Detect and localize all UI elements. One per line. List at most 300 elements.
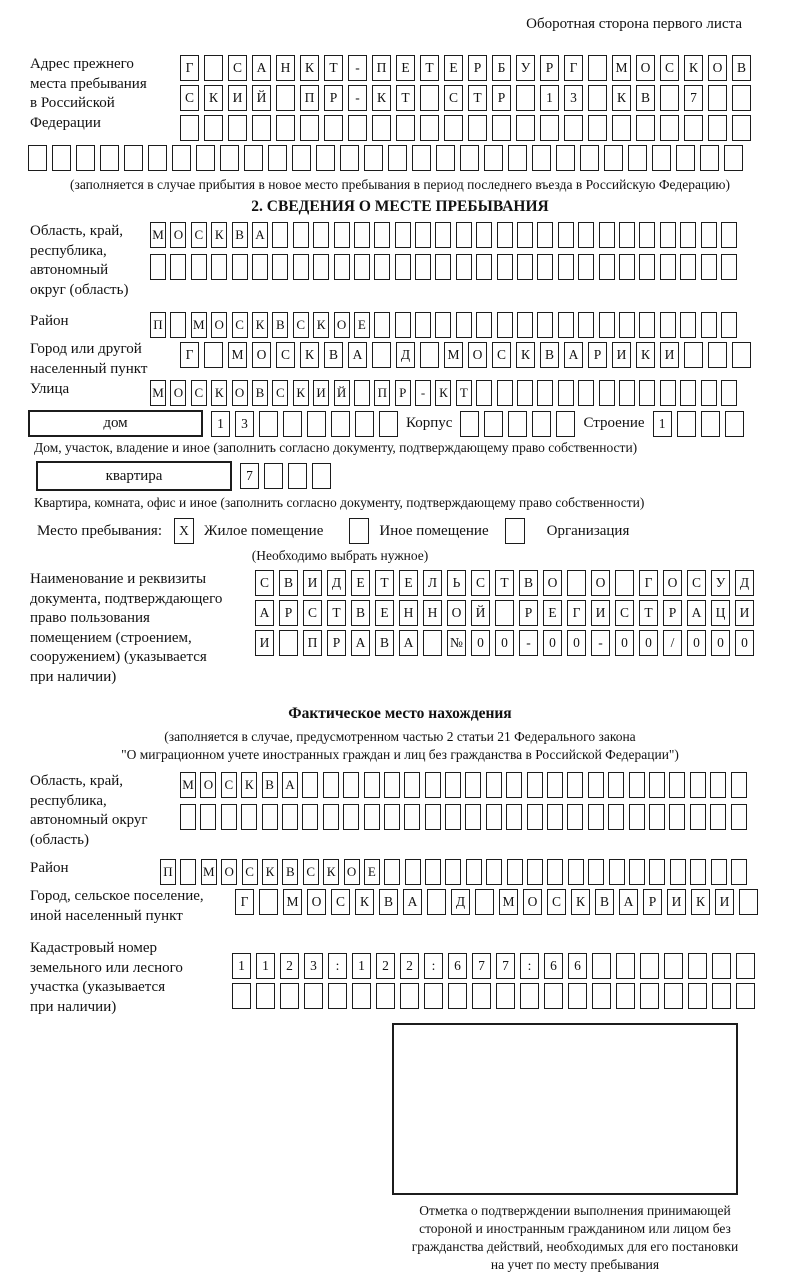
char-box[interactable] (486, 859, 502, 885)
char-box[interactable] (690, 859, 706, 885)
char-box[interactable] (364, 804, 380, 830)
char-box[interactable]: Н (276, 55, 295, 81)
char-box[interactable] (244, 145, 263, 171)
char-box[interactable]: 2 (280, 953, 299, 979)
char-box[interactable] (476, 254, 492, 280)
char-box[interactable] (517, 380, 533, 406)
char-box[interactable] (628, 145, 647, 171)
char-box[interactable] (636, 115, 655, 141)
char-box[interactable] (264, 463, 283, 489)
char-box[interactable]: - (519, 630, 538, 656)
char-box[interactable]: П (303, 630, 322, 656)
char-box[interactable] (180, 859, 196, 885)
char-box[interactable]: К (313, 312, 329, 338)
char-box[interactable]: Г (564, 55, 583, 81)
char-box[interactable]: Д (396, 342, 415, 368)
char-box[interactable] (604, 145, 623, 171)
char-box[interactable] (527, 804, 543, 830)
char-box[interactable] (721, 254, 737, 280)
char-box[interactable] (280, 983, 299, 1009)
char-box[interactable] (343, 804, 359, 830)
char-box[interactable] (680, 312, 696, 338)
char-box[interactable] (640, 953, 659, 979)
char-box[interactable] (690, 772, 706, 798)
char-box[interactable]: О (307, 889, 326, 915)
char-box[interactable] (608, 804, 624, 830)
char-box[interactable] (558, 222, 574, 248)
char-box[interactable] (639, 222, 655, 248)
char-box[interactable] (288, 463, 307, 489)
char-box[interactable]: О (211, 312, 227, 338)
char-box[interactable] (578, 254, 594, 280)
char-box[interactable] (228, 115, 247, 141)
char-box[interactable] (304, 983, 323, 1009)
char-box[interactable] (568, 859, 584, 885)
char-box[interactable] (608, 772, 624, 798)
char-box[interactable] (100, 145, 119, 171)
char-box[interactable]: С (191, 380, 207, 406)
char-box[interactable] (379, 411, 398, 437)
city-row[interactable] (180, 342, 756, 368)
char-box[interactable]: К (300, 342, 319, 368)
char-box[interactable]: Ц (711, 600, 730, 626)
char-box[interactable] (476, 312, 492, 338)
char-box[interactable] (148, 145, 167, 171)
char-box[interactable] (279, 630, 298, 656)
char-box[interactable] (374, 254, 390, 280)
char-box[interactable]: М (150, 380, 166, 406)
fact-city-row[interactable] (235, 889, 763, 915)
char-box[interactable] (170, 312, 186, 338)
char-box[interactable] (599, 312, 615, 338)
char-box[interactable]: В (252, 380, 268, 406)
char-box[interactable] (495, 600, 514, 626)
char-box[interactable] (256, 983, 275, 1009)
char-box[interactable] (204, 342, 223, 368)
char-box[interactable]: О (543, 570, 562, 596)
char-box[interactable] (670, 859, 686, 885)
char-box[interactable] (619, 254, 635, 280)
char-box[interactable]: 1 (211, 411, 230, 437)
char-box[interactable] (388, 145, 407, 171)
char-box[interactable] (516, 115, 535, 141)
char-box[interactable]: И (715, 889, 734, 915)
char-box[interactable]: Н (399, 600, 418, 626)
char-box[interactable] (721, 222, 737, 248)
char-box[interactable] (588, 55, 607, 81)
char-box[interactable]: С (242, 859, 258, 885)
char-box[interactable] (708, 342, 727, 368)
char-box[interactable]: С (221, 772, 237, 798)
char-box[interactable] (355, 411, 374, 437)
char-box[interactable]: М (499, 889, 518, 915)
char-box[interactable]: Г (235, 889, 254, 915)
char-box[interactable] (507, 859, 523, 885)
char-box[interactable] (180, 804, 196, 830)
char-box[interactable] (592, 983, 611, 1009)
char-box[interactable] (334, 254, 350, 280)
char-box[interactable] (302, 772, 318, 798)
char-box[interactable] (724, 145, 743, 171)
char-box[interactable] (412, 145, 431, 171)
char-box[interactable]: В (282, 859, 298, 885)
char-box[interactable] (701, 411, 720, 437)
char-box[interactable] (313, 254, 329, 280)
char-box[interactable] (476, 222, 492, 248)
char-box[interactable]: № (447, 630, 466, 656)
char-box[interactable] (476, 380, 492, 406)
cadastre-row-2[interactable] (232, 983, 760, 1009)
char-box[interactable] (204, 55, 223, 81)
char-box[interactable]: 1 (352, 953, 371, 979)
char-box[interactable]: Е (543, 600, 562, 626)
char-box[interactable] (652, 145, 671, 171)
char-box[interactable]: О (334, 312, 350, 338)
char-box[interactable]: О (663, 570, 682, 596)
char-box[interactable] (180, 115, 199, 141)
char-box[interactable]: И (313, 380, 329, 406)
char-box[interactable] (196, 145, 215, 171)
char-box[interactable] (436, 145, 455, 171)
char-box[interactable] (52, 145, 71, 171)
char-box[interactable] (701, 254, 717, 280)
char-box[interactable] (588, 85, 607, 111)
char-box[interactable] (340, 145, 359, 171)
char-box[interactable]: И (735, 600, 754, 626)
char-box[interactable] (677, 411, 696, 437)
char-box[interactable] (124, 145, 143, 171)
char-box[interactable]: Й (471, 600, 490, 626)
char-box[interactable]: Р (395, 380, 411, 406)
char-box[interactable] (435, 222, 451, 248)
char-box[interactable] (599, 222, 615, 248)
char-box[interactable]: К (372, 85, 391, 111)
char-box[interactable]: 0 (567, 630, 586, 656)
char-box[interactable] (732, 85, 751, 111)
char-box[interactable] (323, 772, 339, 798)
char-box[interactable]: А (687, 600, 706, 626)
char-box[interactable] (615, 570, 634, 596)
char-box[interactable] (404, 804, 420, 830)
char-box[interactable] (506, 772, 522, 798)
char-box[interactable] (364, 772, 380, 798)
char-box[interactable] (537, 222, 553, 248)
char-box[interactable] (486, 804, 502, 830)
char-box[interactable] (680, 222, 696, 248)
char-box[interactable] (599, 254, 615, 280)
char-box[interactable]: 0 (471, 630, 490, 656)
char-box[interactable]: 1 (653, 411, 672, 437)
char-box[interactable] (424, 983, 443, 1009)
char-box[interactable] (721, 380, 737, 406)
char-box[interactable]: - (591, 630, 610, 656)
char-box[interactable] (445, 859, 461, 885)
char-box[interactable] (343, 772, 359, 798)
char-box[interactable]: В (279, 570, 298, 596)
char-box[interactable] (425, 804, 441, 830)
char-box[interactable]: Г (180, 55, 199, 81)
char-box[interactable] (276, 115, 295, 141)
char-box[interactable] (456, 254, 472, 280)
char-box[interactable] (680, 380, 696, 406)
char-box[interactable]: Д (451, 889, 470, 915)
char-box[interactable] (220, 145, 239, 171)
char-box[interactable] (200, 804, 216, 830)
char-box[interactable]: А (282, 772, 298, 798)
char-box[interactable] (191, 254, 207, 280)
apartment-number-cells[interactable] (240, 463, 336, 489)
char-box[interactable] (293, 254, 309, 280)
prev-address-row-2[interactable] (180, 85, 756, 111)
char-box[interactable] (354, 222, 370, 248)
char-box[interactable] (232, 983, 251, 1009)
char-box[interactable] (532, 145, 551, 171)
char-box[interactable]: / (663, 630, 682, 656)
char-box[interactable]: В (232, 222, 248, 248)
char-box[interactable] (708, 115, 727, 141)
cadastre-row-1[interactable] (232, 953, 760, 979)
char-box[interactable] (324, 115, 343, 141)
char-box[interactable]: С (180, 85, 199, 111)
char-box[interactable]: - (415, 380, 431, 406)
char-box[interactable] (558, 254, 574, 280)
char-box[interactable]: В (595, 889, 614, 915)
char-box[interactable]: А (351, 630, 370, 656)
char-box[interactable]: П (372, 55, 391, 81)
char-box[interactable]: 2 (400, 953, 419, 979)
char-box[interactable] (588, 804, 604, 830)
char-box[interactable] (688, 983, 707, 1009)
checkbox-residential[interactable]: X (174, 518, 194, 544)
char-box[interactable]: 0 (735, 630, 754, 656)
char-box[interactable]: А (619, 889, 638, 915)
char-box[interactable] (465, 772, 481, 798)
char-box[interactable] (348, 115, 367, 141)
char-box[interactable]: Т (468, 85, 487, 111)
char-box[interactable]: У (516, 55, 535, 81)
char-box[interactable]: Е (364, 859, 380, 885)
char-box[interactable]: Р (588, 342, 607, 368)
char-box[interactable] (506, 804, 522, 830)
char-box[interactable]: М (612, 55, 631, 81)
char-box[interactable]: О (170, 222, 186, 248)
char-box[interactable] (520, 983, 539, 1009)
char-box[interactable] (374, 222, 390, 248)
char-box[interactable] (664, 953, 683, 979)
char-box[interactable]: К (355, 889, 374, 915)
char-box[interactable] (547, 804, 563, 830)
char-box[interactable] (497, 254, 513, 280)
char-box[interactable] (328, 983, 347, 1009)
char-box[interactable]: О (468, 342, 487, 368)
char-box[interactable] (262, 804, 278, 830)
char-box[interactable]: К (684, 55, 703, 81)
char-box[interactable] (612, 115, 631, 141)
char-box[interactable] (384, 859, 400, 885)
char-box[interactable]: Й (334, 380, 350, 406)
char-box[interactable] (537, 380, 553, 406)
char-box[interactable]: Т (420, 55, 439, 81)
char-box[interactable]: : (328, 953, 347, 979)
char-box[interactable] (496, 983, 515, 1009)
char-box[interactable]: К (293, 380, 309, 406)
char-box[interactable] (259, 889, 278, 915)
char-box[interactable]: Д (735, 570, 754, 596)
char-box[interactable] (619, 222, 635, 248)
fact-region-row-2[interactable] (180, 804, 751, 830)
char-box[interactable] (170, 254, 186, 280)
char-box[interactable]: М (191, 312, 207, 338)
char-box[interactable]: 0 (711, 630, 730, 656)
char-box[interactable]: В (375, 630, 394, 656)
char-box[interactable] (292, 145, 311, 171)
structure-cells[interactable] (653, 411, 749, 437)
char-box[interactable]: Р (519, 600, 538, 626)
char-box[interactable]: С (255, 570, 274, 596)
char-box[interactable] (616, 953, 635, 979)
char-box[interactable]: П (374, 380, 390, 406)
char-box[interactable] (712, 953, 731, 979)
char-box[interactable] (660, 222, 676, 248)
char-box[interactable]: 0 (639, 630, 658, 656)
char-box[interactable]: Р (663, 600, 682, 626)
char-box[interactable]: О (200, 772, 216, 798)
char-box[interactable] (423, 630, 442, 656)
char-box[interactable] (384, 772, 400, 798)
char-box[interactable]: Б (492, 55, 511, 81)
char-box[interactable]: Е (354, 312, 370, 338)
checkbox-organization[interactable] (505, 518, 525, 544)
char-box[interactable]: О (221, 859, 237, 885)
char-box[interactable]: Р (643, 889, 662, 915)
char-box[interactable]: С (272, 380, 288, 406)
char-box[interactable] (629, 804, 645, 830)
char-box[interactable]: О (523, 889, 542, 915)
document-row-1[interactable] (255, 570, 759, 596)
char-box[interactable] (475, 889, 494, 915)
char-box[interactable] (396, 115, 415, 141)
char-box[interactable]: 7 (684, 85, 703, 111)
char-box[interactable] (556, 411, 575, 437)
char-box[interactable] (664, 983, 683, 1009)
char-box[interactable] (486, 772, 502, 798)
char-box[interactable]: Р (540, 55, 559, 81)
char-box[interactable]: П (150, 312, 166, 338)
char-box[interactable] (354, 254, 370, 280)
char-box[interactable]: 0 (543, 630, 562, 656)
char-box[interactable]: 7 (496, 953, 515, 979)
char-box[interactable] (465, 804, 481, 830)
char-box[interactable]: К (612, 85, 631, 111)
char-box[interactable] (150, 254, 166, 280)
char-box[interactable] (684, 115, 703, 141)
char-box[interactable] (619, 312, 635, 338)
char-box[interactable] (639, 380, 655, 406)
char-box[interactable] (293, 222, 309, 248)
char-box[interactable] (619, 380, 635, 406)
char-box[interactable]: В (732, 55, 751, 81)
char-box[interactable]: К (323, 859, 339, 885)
char-box[interactable]: С (547, 889, 566, 915)
char-box[interactable]: К (636, 342, 655, 368)
char-box[interactable] (732, 115, 751, 141)
char-box[interactable]: 6 (544, 953, 563, 979)
char-box[interactable]: К (571, 889, 590, 915)
char-box[interactable]: Т (639, 600, 658, 626)
char-box[interactable] (460, 411, 479, 437)
char-box[interactable] (669, 804, 685, 830)
char-box[interactable] (731, 772, 747, 798)
char-box[interactable] (384, 804, 400, 830)
char-box[interactable]: Й (252, 85, 271, 111)
char-box[interactable]: 0 (495, 630, 514, 656)
char-box[interactable]: В (379, 889, 398, 915)
char-box[interactable] (711, 859, 727, 885)
char-box[interactable] (376, 983, 395, 1009)
char-box[interactable] (268, 145, 287, 171)
char-box[interactable] (739, 889, 758, 915)
char-box[interactable]: К (211, 222, 227, 248)
char-box[interactable] (660, 380, 676, 406)
char-box[interactable] (497, 312, 513, 338)
char-box[interactable] (425, 859, 441, 885)
char-box[interactable]: Г (180, 342, 199, 368)
char-box[interactable] (731, 804, 747, 830)
char-box[interactable] (736, 983, 755, 1009)
char-box[interactable] (701, 312, 717, 338)
char-box[interactable]: Р (279, 600, 298, 626)
char-box[interactable] (567, 804, 583, 830)
char-box[interactable]: В (272, 312, 288, 338)
char-box[interactable] (700, 145, 719, 171)
char-box[interactable] (701, 380, 717, 406)
char-box[interactable] (352, 983, 371, 1009)
char-box[interactable] (508, 411, 527, 437)
char-box[interactable] (547, 859, 563, 885)
char-box[interactable] (640, 983, 659, 1009)
char-box[interactable] (415, 222, 431, 248)
char-box[interactable] (532, 411, 551, 437)
char-box[interactable] (300, 115, 319, 141)
char-box[interactable]: Л (423, 570, 442, 596)
char-box[interactable]: Г (567, 600, 586, 626)
char-box[interactable]: А (403, 889, 422, 915)
char-box[interactable] (472, 983, 491, 1009)
char-box[interactable] (616, 983, 635, 1009)
char-box[interactable]: С (492, 342, 511, 368)
char-box[interactable] (556, 145, 575, 171)
checkbox-other-premises[interactable] (349, 518, 369, 544)
district-row[interactable] (150, 312, 741, 338)
char-box[interactable] (334, 222, 350, 248)
char-box[interactable] (649, 772, 665, 798)
char-box[interactable]: М (180, 772, 196, 798)
char-box[interactable] (580, 145, 599, 171)
char-box[interactable] (252, 115, 271, 141)
char-box[interactable]: 6 (448, 953, 467, 979)
char-box[interactable] (444, 115, 463, 141)
char-box[interactable] (445, 772, 461, 798)
building-cells[interactable] (460, 411, 580, 437)
char-box[interactable] (456, 312, 472, 338)
region-row-1[interactable] (150, 222, 741, 248)
char-box[interactable] (404, 772, 420, 798)
char-box[interactable] (588, 859, 604, 885)
char-box[interactable]: Е (399, 570, 418, 596)
char-box[interactable] (76, 145, 95, 171)
char-box[interactable]: К (204, 85, 223, 111)
char-box[interactable] (660, 85, 679, 111)
